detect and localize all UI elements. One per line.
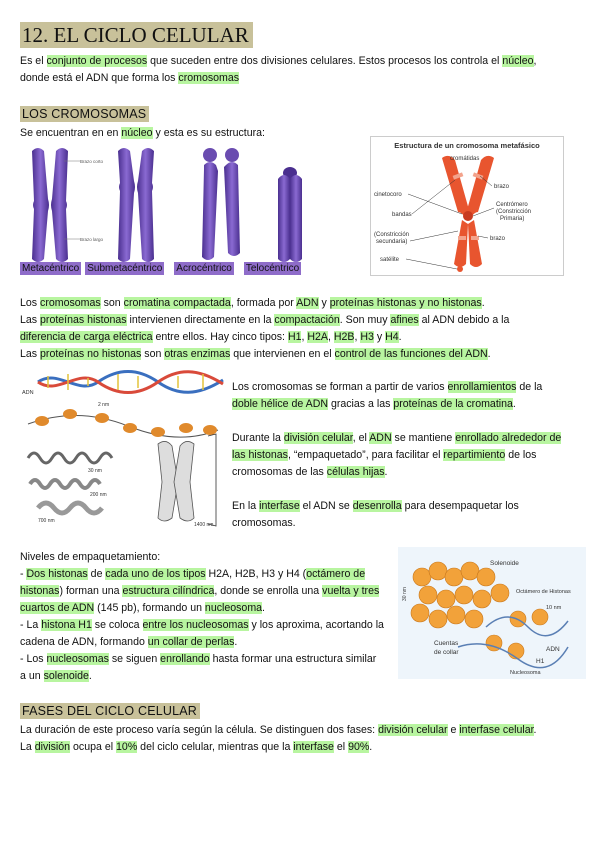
label-brazo-top: brazo bbox=[494, 184, 510, 190]
label-30nm: 30 nm bbox=[88, 468, 102, 474]
label-cuentas: Cuentas bbox=[434, 640, 459, 647]
label-constriccion-secundaria-2: secundaria) bbox=[376, 239, 408, 245]
label-adn: ADN bbox=[22, 390, 34, 396]
intro-paragraph bbox=[20, 53, 536, 87]
figure-title: Estructura de un cromosoma metafásico bbox=[394, 141, 540, 150]
label-brazo-bottom: brazo bbox=[490, 236, 506, 242]
chromosome-type-labels bbox=[20, 262, 301, 275]
label-acrocentrico: Acrocéntrico bbox=[176, 263, 232, 274]
dna-compaction-figure bbox=[18, 366, 230, 528]
label-2nm: 2 nm bbox=[98, 402, 110, 408]
metacentric-chromosome bbox=[32, 148, 104, 262]
metaphase-chromosome-figure bbox=[370, 136, 564, 276]
label-constriccion-primaria-1: (Constricción bbox=[496, 209, 532, 215]
label-200nm: 200 nm bbox=[90, 492, 107, 498]
label-30nm-sol: 30 nm bbox=[402, 587, 408, 601]
chromosome-formation-text: Los cromosomas se forman a partir de varios enrollamientos de la doble hélice de ADN gracias a las proteínas de la cromatina. Durante la división celular, el ADN se mantiene enrollado alrededor de las histonas, “empaquetado”, para facilitar el repartimiento de los cromosomas de las células hijas. En la interfase el ADN se desenrolla para desempaquetar los cromosomas. bbox=[232, 381, 562, 529]
label-adn-sol: ADN bbox=[546, 646, 560, 653]
label-nucleosoma: Nucleosoma bbox=[510, 670, 541, 676]
label-constriccion-secundaria-1: (Constricción bbox=[374, 232, 410, 238]
label-10nm: 10 nm bbox=[546, 605, 562, 611]
solenoid-figure bbox=[398, 547, 586, 679]
label-constriccion-primaria-2: Primaria) bbox=[500, 216, 525, 222]
label-octamero: Octámero de Histonas bbox=[516, 589, 571, 595]
label-solenoide: Solenoide bbox=[490, 560, 519, 567]
chromosome-types-diagram bbox=[20, 143, 330, 278]
label-telocentrico: Telocéntrico bbox=[245, 263, 300, 274]
label-cinetocoro: cinetocoro bbox=[374, 192, 402, 198]
label-centromero: Centrómero bbox=[496, 202, 528, 208]
label-brazo-corto: Brazo corto bbox=[80, 159, 104, 164]
label-metacentrico: Metacéntrico bbox=[22, 263, 80, 274]
label-bandas: bandas bbox=[392, 212, 412, 218]
intro-line-1: Es el conjunto de procesos que suceden entre dos divisiones celulares. Estos procesos los controla el núcleo, bbox=[20, 55, 537, 67]
cromosomas-intro-line: Se encuentran en en núcleo y esta es su estructura: bbox=[20, 127, 265, 139]
label-satelite: satélite bbox=[380, 257, 400, 263]
label-submetacentrico: Submetacéntrico bbox=[87, 263, 163, 274]
label-cromatidas: cromátidas bbox=[450, 156, 480, 162]
acrocentric-chromosome bbox=[202, 148, 240, 260]
label-de-collar: de collar bbox=[434, 649, 459, 656]
page-title: 12. EL CICLO CELULAR bbox=[20, 22, 253, 48]
condensed-chromosome bbox=[158, 434, 216, 526]
section-heading-fases: FASES DEL CICLO CELULAR bbox=[20, 703, 200, 719]
intro-line-2: donde está el ADN que forma los cromosomas bbox=[20, 72, 240, 84]
chromatin-paragraph: Los cromosomas son cromatina compactada, formada por ADN y proteínas histonas y no histonas. Las proteínas histonas intervienen directamente en la compactación. Son muy afines al ADN debido a la diferencia de carga eléctrica entre ellos. Hay cinco tipos: H1, H2A, H2B, H3 y H4. Las proteínas no histonas son otras enzimas que intervienen en el control de las funciones del ADN. bbox=[20, 297, 510, 360]
section-heading-cromosomas: LOS CROMOSOMAS bbox=[20, 106, 149, 122]
submetacentric-chromosome bbox=[118, 148, 154, 262]
packaging-levels-text: Niveles de empaquetamiento: - Dos histonas de cada uno de los tipos H2A, H2B, H3 y H4 (octámero de histonas) forman una estructura cilíndrica, donde se enrolla una vuelta y tres cuartos de ADN (145 pb), formando un nucleosoma. - La histona H1 se coloca entre los nucleosomas y los aproxima, acortando la cadena de ADN, formando un collar de perlas. - Los nucleosomas se siguen enrollando hasta formar una estructura similar a un solenoide. bbox=[20, 551, 384, 682]
fases-paragraph: La duración de este proceso varía según la célula. Se distinguen dos fases: división celular e interfase celular. La división ocupa el 10% del ciclo celular, mientras que la interfase el 90%. bbox=[20, 724, 537, 753]
label-700nm: 700 nm bbox=[38, 518, 55, 524]
label-brazo-largo: Brazo largo bbox=[80, 237, 104, 242]
telocentric-chromosome bbox=[278, 167, 302, 262]
label-h1: H1 bbox=[536, 658, 545, 665]
label-1400nm: 1400 nm bbox=[194, 522, 214, 528]
